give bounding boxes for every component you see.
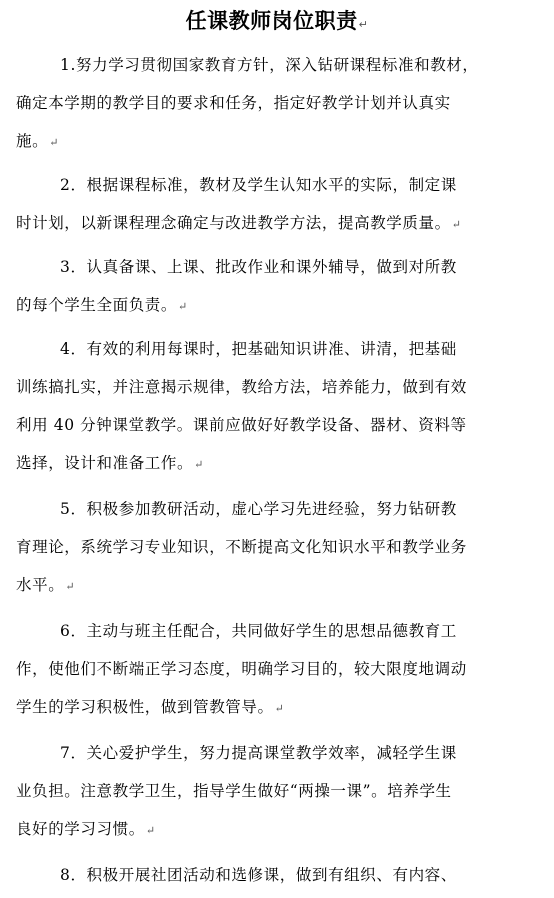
paragraph-line: 育理论，系统学习专业知识，不断提高文化知识水平和教学业务 [16,538,467,556]
paragraph-line: 5．积极参加教研活动，虚心学习先进经验，努力钻研教 [60,500,457,518]
paragraph-mark-icon: ↵ [358,18,369,31]
paragraph-mark-icon: ↵ [451,218,462,231]
paragraph-line: 2．根据课程标准，教材及学生认知水平的实际，制定课 [60,176,457,194]
paragraph-line: 利用 40 分钟课堂教学。课前应做好好教学设备、器材、资料等 [16,416,467,434]
paragraph-line: 6．主动与班主任配合，共同做好学生的思想品德教育工 [60,622,457,640]
paragraph-line [16,292,188,318]
paragraph-line-text: 施。 [16,132,49,150]
paragraph-line: 确定本学期的教学目的要求和任务，指定好教学计划并认真实 [16,94,451,112]
paragraph-mark-icon: ↵ [274,702,285,715]
paragraph-line: 作，使他们不断端正学习态度，明确学习目的，较大限度地调动 [16,660,467,678]
paragraph-line: 8．积极开展社团活动和选修课，做到有组织、有内容、 [60,866,457,884]
paragraph-line [16,816,156,842]
paragraph-line [16,694,284,720]
paragraph-line-text: 良好的学习习惯。 [16,820,145,838]
paragraph-mark-icon: ↵ [145,824,156,837]
paragraph-line-text: 选择，设计和准备工作。 [16,454,194,472]
paragraph-line [16,210,462,236]
paragraph-line: 训练搞扎实，并注意揭示规律，教给方法，培养能力，做到有效 [16,378,467,396]
paragraph-line: 3．认真备课、上课、批改作业和课外辅导，做到对所教 [60,258,457,276]
paragraph-line-text: 时计划，以新课程理念确定与改进教学方法，提高教学质量。 [16,214,451,232]
paragraph-line [16,450,204,476]
paragraph-line [16,128,59,154]
paragraph-mark-icon: ↵ [49,136,60,149]
paragraph-line-text: 学生的学习积极性，做到管教管导。 [16,698,274,716]
document-title [0,6,554,40]
paragraph-line-text: 水平。 [16,576,65,594]
paragraph-line [16,572,75,598]
paragraph-mark-icon: ↵ [194,458,204,471]
paragraph-line-text: 的每个学生全面负责。 [16,296,178,314]
paragraph-mark-icon: ↵ [178,300,188,313]
paragraph-line: 4．有效的利用每课时，把基础知识讲准、讲清，把基础 [60,340,457,358]
paragraph-line: 1.努力学习贯彻国家教育方针，深入钻研课程标准和教材， [60,56,479,74]
document-title-text: 任课教师岗位职责 [185,9,358,33]
paragraph-mark-icon: ↵ [65,580,76,593]
paragraph-line: 业负担。注意教学卫生，指导学生做好“两操一课”。培养学生 [16,782,452,800]
paragraph-line: 7．关心爱护学生，努力提高课堂教学效率，减轻学生课 [60,744,457,762]
